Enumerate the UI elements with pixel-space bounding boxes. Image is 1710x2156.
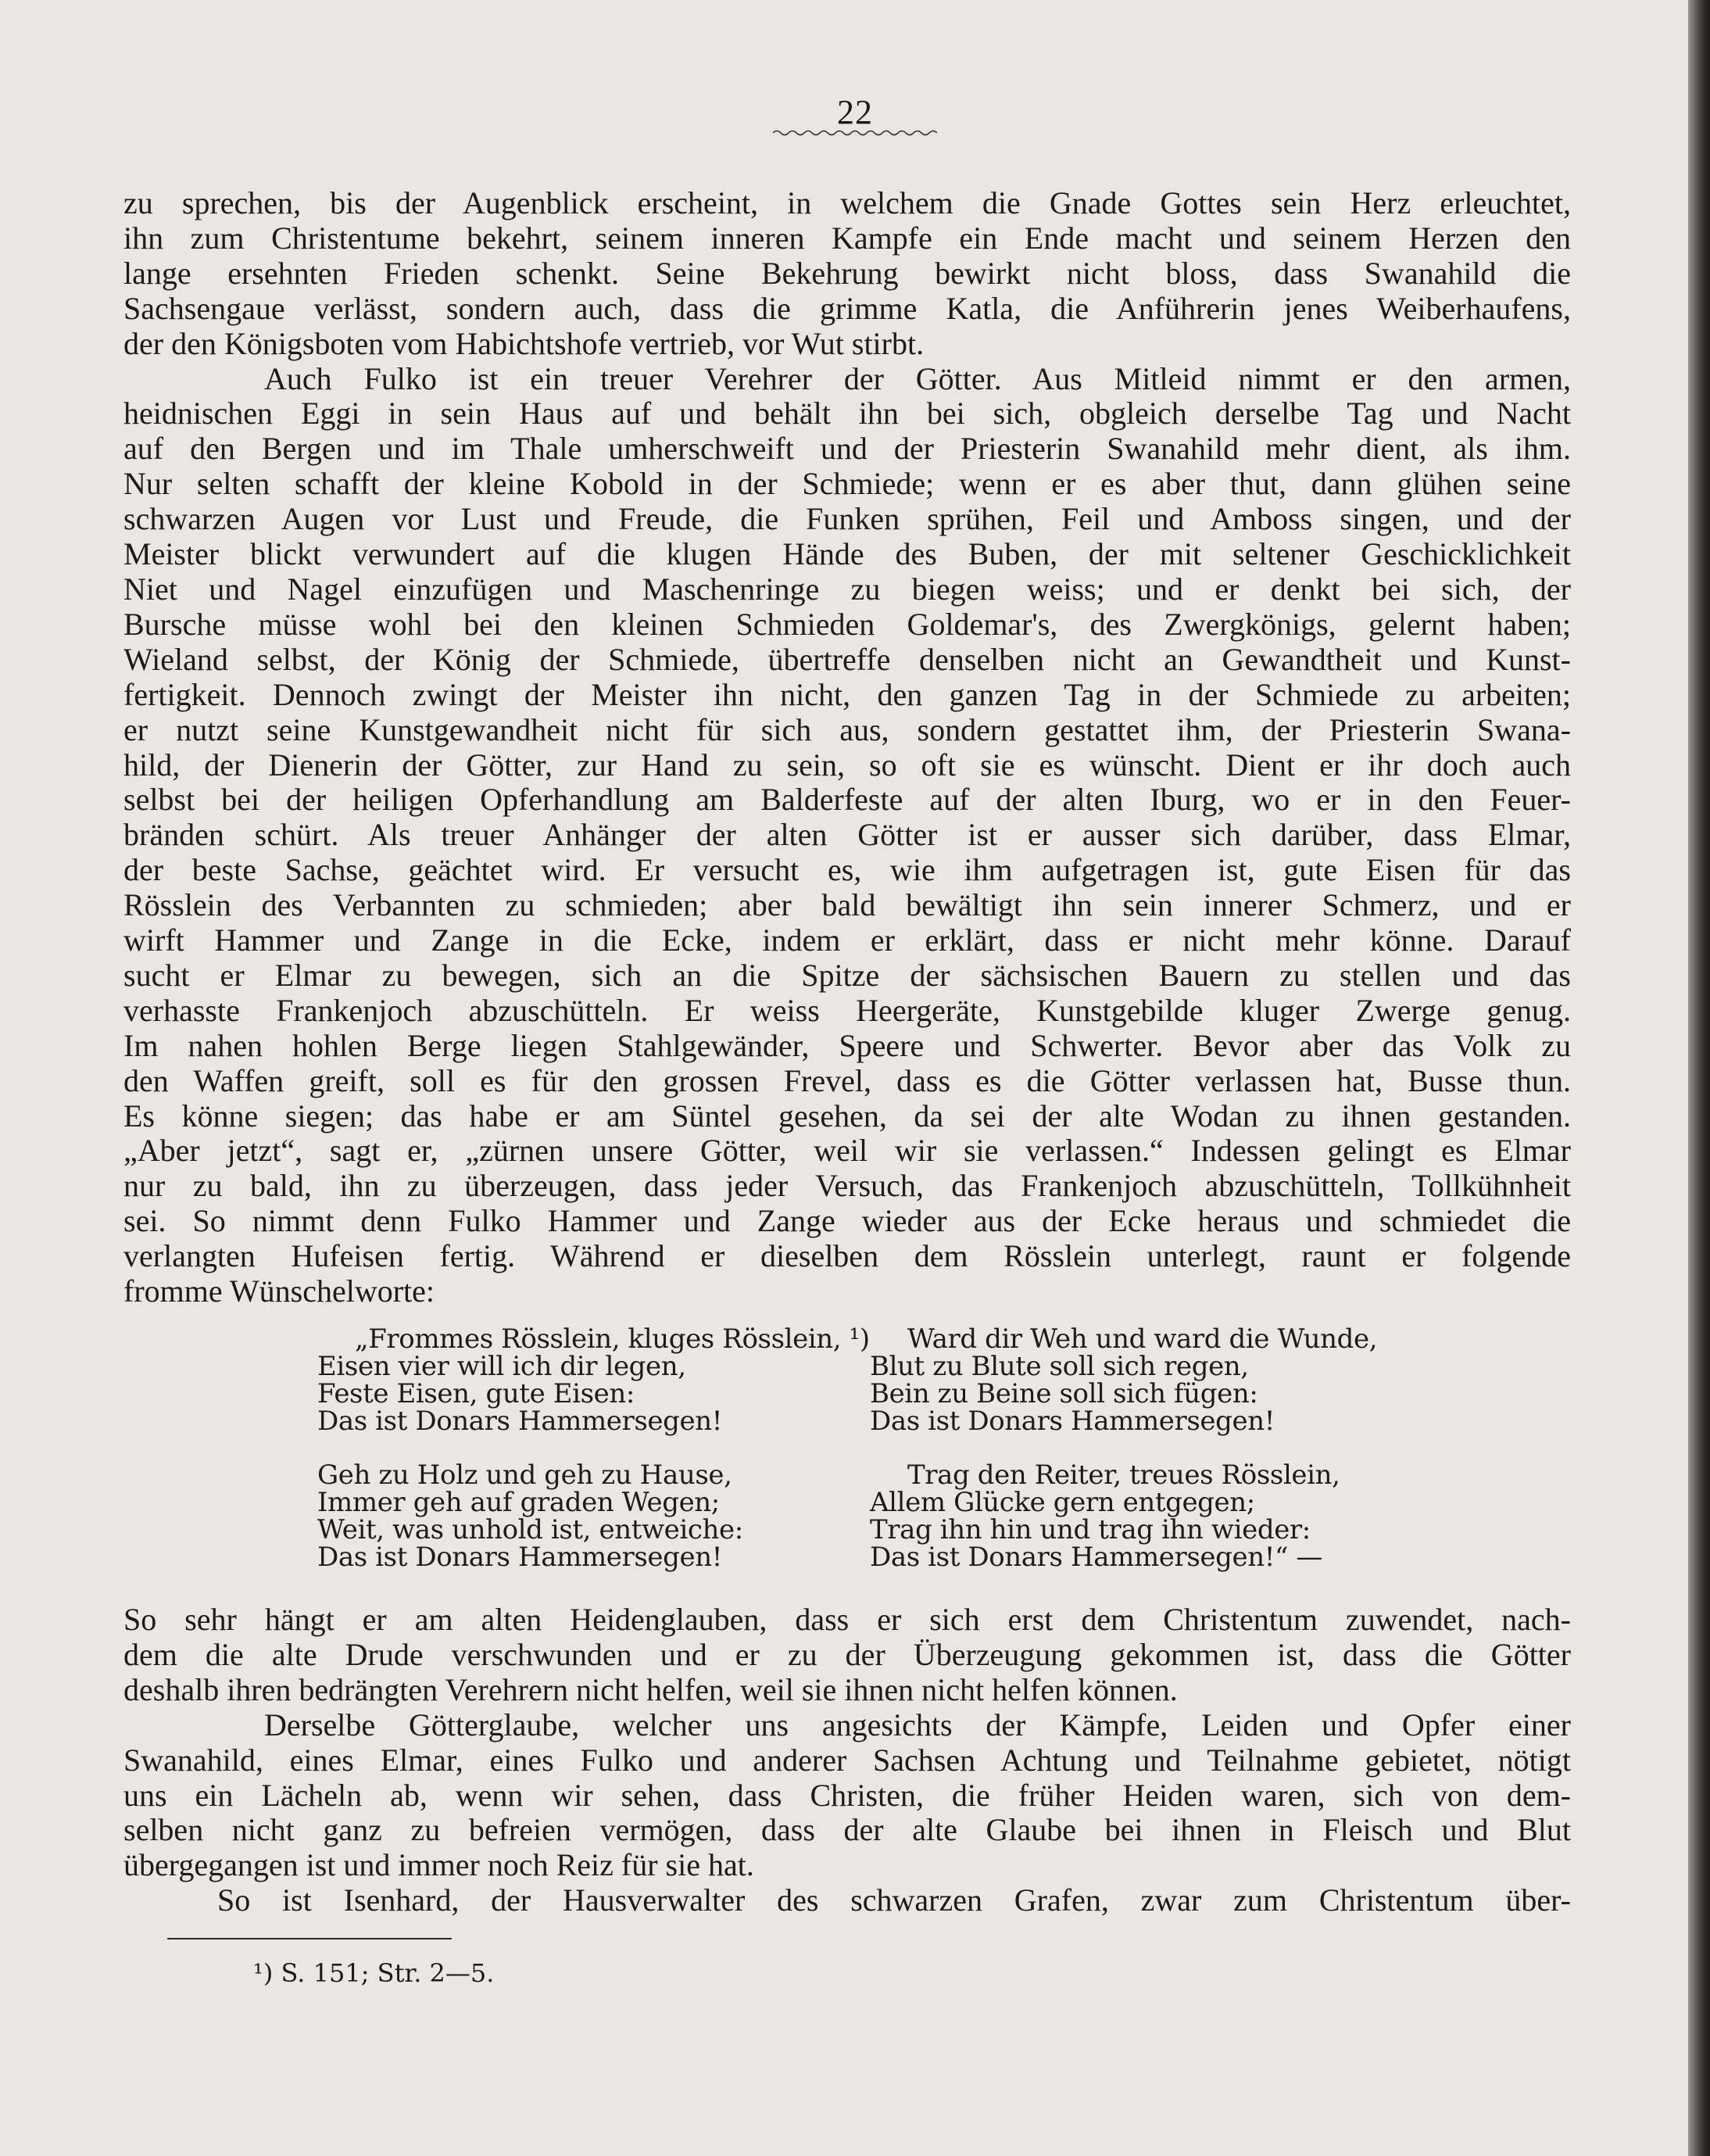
- poem-stanza: [870, 1459, 1377, 1573]
- text-line: „Aber jetzt“, sagt er, „zürnen unsere Götter, weil wir sie verlassen.“ Indessen gelingt es Elmar: [123, 1133, 1571, 1169]
- poem-line: „Frommes Rösslein, kluges Rösslein, ¹): [355, 1323, 870, 1355]
- poem-line: Das ist Donars Hammersegen!: [317, 1406, 722, 1437]
- text-line: schwarzen Augen vor Lust und Freude, die Funken sprühen, Feil und Amboss singen, und der: [123, 501, 1571, 537]
- text-line: verhasste Frankenjoch abzuschütteln. Er weiss Heergeräte, Kunstgebilde kluger Zwerge genug.: [123, 992, 1571, 1028]
- text-line: lange ersehnten Frieden schenkt. Seine Bekehrung bewirkt nicht bloss, dass Swanahild die: [123, 255, 1571, 291]
- poem-line: Eisen vier will ich dir legen,: [317, 1351, 686, 1382]
- text-line: heidnischen Eggi in sein Haus auf und behält ihn bei sich, obgleich derselbe Tag und Nacht: [123, 396, 1571, 432]
- footnote-divider: [167, 1938, 452, 1939]
- text-line: Im nahen hohlen Berge liegen Stahlgewänder, Speere und Schwerter. Bevor aber das Volk zu: [123, 1027, 1571, 1063]
- text-line: selbst bei der heiligen Opferhandlung am Balderfeste auf der alten Iburg, wo er in den Feuer-: [123, 782, 1571, 818]
- text-line: er nutzt seine Kunstgewandheit nicht für sich aus, sondern gestattet ihm, der Priesterin Swana-: [123, 711, 1571, 747]
- poem-line: Geh zu Holz und geh zu Hause,: [317, 1459, 732, 1491]
- poem-right-column: [870, 1323, 1378, 1598]
- text-line: sucht er Elmar zu bewegen, sich an die Spitze der sächsischen Bauern zu stellen und das: [123, 957, 1571, 993]
- main-text-block: [123, 186, 1571, 1309]
- text-line: Meister blickt verwundert auf die klugen Hände des Buben, der mit seltener Geschicklichkeit: [123, 536, 1571, 572]
- text-line: Es könne siegen; das habe er am Süntel gesehen, da sei der alte Wodan zu ihnen gestanden.: [123, 1098, 1571, 1134]
- text-line: So sehr hängt er am alten Heidenglauben, dass er sich erst dem Christentum zuwendet, nach-: [123, 1602, 1571, 1637]
- poem-line: Allem Glücke gern entgegen;: [870, 1487, 1255, 1518]
- text-line: deshalb ihren bedrängten Verehrern nicht helfen, weil sie ihnen nicht helfen können.: [123, 1671, 1178, 1707]
- poem-line: Blut zu Blute soll sich regen,: [870, 1351, 1249, 1382]
- footnote: ¹) S. 151; Str. 2—5.: [253, 1958, 495, 1988]
- poem-line: Das ist Donars Hammersegen!“ —: [870, 1542, 1322, 1573]
- page-number: [0, 92, 1710, 137]
- text-line: ihn zum Christentume bekehrt, seinem inneren Kampfe ein Ende macht und seinem Herzen den: [123, 220, 1571, 256]
- text-line: Bursche müsse wohl bei den kleinen Schmieden Goldemar's, des Zwergkönigs, gelernt haben;: [123, 606, 1571, 642]
- text-line: Auch Fulko ist ein treuer Verehrer der Götter. Aus Mitleid nimmt er den armen,: [264, 360, 1571, 396]
- text-line: Swanahild, eines Elmar, eines Fulko und anderer Sachsen Achtung und Teilnahme gebietet, nötigt: [123, 1742, 1571, 1778]
- text-line: übergegangen ist und immer noch Reiz für sie hat.: [123, 1847, 754, 1883]
- poem-left-column: [317, 1323, 870, 1598]
- poem-line: Das ist Donars Hammersegen!: [317, 1542, 722, 1573]
- poem-stanza: [870, 1323, 1378, 1437]
- poem-line: Immer geh auf graden Wegen;: [317, 1487, 720, 1518]
- text-line: hild, der Dienerin der Götter, zur Hand zu sein, so oft sie es wünscht. Dient er ihr doch auch: [123, 747, 1571, 783]
- text-line: uns ein Lächeln ab, wenn wir sehen, dass Christen, die früher Heiden waren, sich von dem-: [123, 1777, 1571, 1813]
- poem-line: Feste Eisen, gute Eisen:: [317, 1378, 635, 1409]
- poem-line: Trag ihn hin und trag ihn wieder:: [870, 1514, 1311, 1545]
- poem-line: Das ist Donars Hammersegen!: [870, 1406, 1275, 1437]
- poem-line: Trag den Reiter, treues Rösslein,: [907, 1459, 1340, 1491]
- text-line: verlangten Hufeisen fertig. Während er dieselben dem Rösslein unterlegt, raunt er folgende: [123, 1238, 1571, 1274]
- text-line: nur zu bald, ihn zu überzeugen, dass jeder Versuch, das Frankenjoch abzuschütteln, Tollkühnheit: [123, 1168, 1571, 1204]
- text-line: fertigkeit. Dennoch zwingt der Meister ihn nicht, den ganzen Tag in der Schmiede zu arbeiten;: [123, 676, 1571, 712]
- poem-line: Ward dir Weh und ward die Wunde,: [907, 1323, 1378, 1355]
- text-line: der den Königsboten vom Habichtshofe vertrieb, vor Wut stirbt.: [123, 325, 925, 361]
- text-line: den Waffen greift, soll es für den grossen Frevel, dass es die Götter verlassen hat, Busse thun.: [123, 1062, 1571, 1098]
- poem-stanza: [317, 1323, 870, 1437]
- continuation-text-block: [123, 1603, 1571, 1918]
- text-line: wirft Hammer und Zange in die Ecke, indem er erklärt, dass er nicht mehr könne. Darauf: [123, 922, 1571, 958]
- text-line: So ist Isenhard, der Hausverwalter des schwarzen Grafen, zwar zum Christentum über-: [217, 1882, 1571, 1918]
- text-line: bränden schürt. Als treuer Anhänger der alten Götter ist er ausser sich darüber, dass Elmar,: [123, 817, 1571, 853]
- text-line: dem die alte Drude verschwunden und er zu der Überzeugung gekommen ist, dass die Götter: [123, 1636, 1571, 1672]
- text-line: fromme Wünschelworte:: [123, 1273, 435, 1309]
- text-line: zu sprechen, bis der Augenblick erscheint, in welchem die Gnade Gottes sein Herz erleuchtet,: [123, 185, 1571, 220]
- text-line: auf den Bergen und im Thale umherschweift und der Priesterin Swanahild mehr dient, als ihm.: [123, 431, 1571, 467]
- poem-line: Weit, was unhold ist, entweiche:: [317, 1514, 743, 1545]
- page-edge-shadow: [1688, 0, 1710, 2156]
- text-line: Sachsengaue verlässt, sondern auch, dass die grimme Katla, die Anführerin jenes Weiberhaufens,: [123, 290, 1571, 326]
- text-line: Rösslein des Verbannten zu schmieden; aber bald bewältigt ihn sein innerer Schmerz, und er: [123, 887, 1571, 923]
- text-line: Derselbe Götterglaube, welcher uns angesichts der Kämpfe, Leiden und Opfer einer: [264, 1707, 1571, 1742]
- text-line: Niet und Nagel einzufügen und Maschenringe zu biegen weiss; und er denkt bei sich, der: [123, 571, 1571, 607]
- text-line: Nur selten schafft der kleine Kobold in der Schmiede; wenn er es aber thut, dann glühen seine: [123, 466, 1571, 502]
- text-line: der beste Sachse, geächtet wird. Er versucht es, wie ihm aufgetragen ist, gute Eisen für das: [123, 852, 1571, 888]
- page-number-text: 22: [837, 93, 873, 131]
- poem-stanza: [317, 1459, 870, 1573]
- text-line: sei. So nimmt denn Fulko Hammer und Zange wieder aus der Ecke heraus und schmiedet die: [123, 1203, 1571, 1239]
- text-line: selben nicht ganz zu befreien vermögen, dass der alte Glaube bei ihnen in Fleisch und Blut: [123, 1812, 1571, 1848]
- text-line: Wieland selbst, der König der Schmiede, übertreffe denselben nicht an Gewandtheit und Kunst-: [123, 641, 1571, 677]
- poem-line: Bein zu Beine soll sich fügen:: [870, 1378, 1258, 1409]
